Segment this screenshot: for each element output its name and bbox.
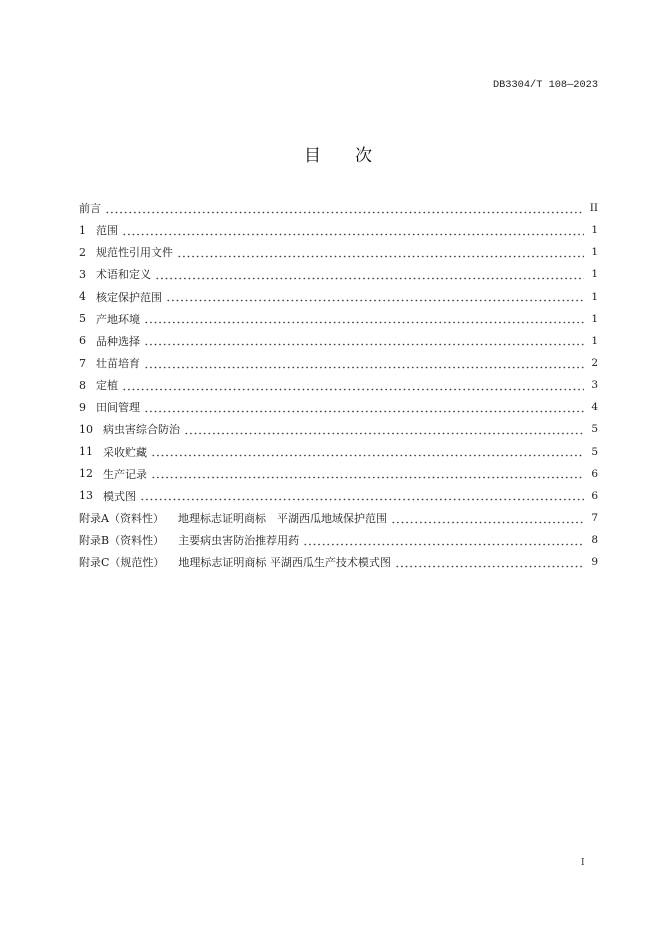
- dot-leader: [140, 490, 584, 501]
- toc-entry-title: 定植: [96, 379, 118, 393]
- toc-entry-title: 地理标志证明商标 平湖西瓜地域保护范围: [177, 512, 387, 526]
- toc-entry[interactable]: [79, 352, 598, 374]
- dot-leader: [155, 269, 584, 280]
- toc-entry-number: 8: [79, 378, 86, 392]
- toc-entry[interactable]: [79, 463, 598, 485]
- toc-entry[interactable]: [79, 485, 598, 507]
- toc-entry[interactable]: [79, 374, 598, 396]
- toc-entry-page: 3: [591, 379, 598, 392]
- toc-entry-preface[interactable]: [79, 197, 598, 219]
- toc-entry-title: 术语和定义: [96, 268, 151, 282]
- toc-entry-page: 2: [591, 357, 598, 370]
- appendix-label: 附录C（规范性）: [79, 556, 165, 570]
- toc-entry-title: 壮苗培育: [96, 357, 140, 371]
- toc-entry-page: 1: [591, 246, 598, 259]
- table-of-contents: [79, 197, 598, 573]
- toc-entry[interactable]: [79, 396, 598, 418]
- toc-entry-number: 7: [79, 356, 86, 370]
- toc-entry-page: 4: [591, 401, 598, 414]
- dot-leader: [395, 557, 584, 568]
- toc-entry-page: 1: [591, 290, 598, 303]
- toc-entry[interactable]: [79, 441, 598, 463]
- dot-leader: [177, 247, 584, 258]
- toc-entry-number: 3: [79, 267, 86, 281]
- toc-entry-title: 前言: [79, 202, 101, 216]
- toc-entry-page: 1: [591, 268, 598, 281]
- toc-entry[interactable]: [79, 418, 598, 440]
- toc-entry-number: 6: [79, 334, 86, 348]
- dot-leader: [122, 380, 584, 391]
- dot-leader: [122, 225, 584, 236]
- toc-entry-number: 4: [79, 290, 86, 304]
- toc-entry-page: 1: [591, 224, 598, 237]
- toc-entry-page: 6: [591, 467, 598, 480]
- toc-entry-page: 5: [591, 445, 598, 458]
- page-title: 目 次: [304, 146, 372, 166]
- dot-leader: [105, 203, 583, 214]
- toc-entry-title: 规范性引用文件: [96, 246, 173, 260]
- toc-entry-number: 12: [79, 467, 93, 481]
- dot-leader: [144, 402, 584, 413]
- dot-leader: [151, 468, 584, 479]
- toc-entry-page: 9: [591, 556, 598, 569]
- toc-entry[interactable]: [79, 308, 598, 330]
- toc-entry-page: 7: [591, 512, 598, 525]
- toc-entry-page: 1: [591, 312, 598, 325]
- toc-entry-title: 产地环境: [96, 312, 140, 326]
- toc-entry[interactable]: [79, 263, 598, 285]
- toc-entry-number: 2: [79, 245, 86, 259]
- toc-entry[interactable]: [79, 219, 598, 241]
- toc-entry[interactable]: [79, 286, 598, 308]
- toc-entry-appendix-b[interactable]: [79, 529, 598, 551]
- appendix-label: 附录A（资料性）: [79, 512, 164, 526]
- toc-entry-title: 地理标志证明商标 平湖西瓜生产技术模式图: [178, 556, 391, 570]
- toc-entry-page: 5: [591, 423, 598, 436]
- toc-entry[interactable]: [79, 330, 598, 352]
- standard-code: DB3304/T 108—2023: [492, 79, 598, 91]
- toc-entry-number: 10: [79, 422, 93, 436]
- toc-entry-title: 主要病虫害防治推荐用药: [178, 534, 300, 548]
- toc-entry-title: 范围: [96, 224, 118, 238]
- toc-entry-page: 6: [591, 489, 598, 502]
- toc-entry-number: 1: [79, 223, 86, 237]
- dot-leader: [144, 358, 584, 369]
- toc-entry-number: 11: [79, 445, 93, 459]
- toc-entry-number: 13: [79, 489, 93, 503]
- toc-entry-title: 病虫害综合防治: [103, 423, 180, 437]
- toc-entry-appendix-a[interactable]: [79, 507, 598, 529]
- dot-leader: [166, 291, 584, 302]
- toc-entry-title: 田间管理: [96, 401, 140, 415]
- toc-entry-title: 品种选择: [96, 334, 140, 348]
- dot-leader: [151, 446, 584, 457]
- toc-entry-title: 生产记录: [103, 467, 147, 481]
- dot-leader: [144, 335, 584, 346]
- dot-leader: [144, 313, 584, 324]
- toc-entry-number: 5: [79, 312, 86, 326]
- toc-entry[interactable]: [79, 241, 598, 263]
- toc-entry-page: 8: [591, 534, 598, 547]
- dot-leader: [303, 535, 584, 546]
- appendix-label: 附录B（资料性）: [79, 534, 165, 548]
- dot-leader: [184, 424, 584, 435]
- page-number: I: [581, 858, 585, 868]
- toc-entry-number: 9: [79, 400, 86, 414]
- toc-entry-title: 模式图: [103, 489, 136, 503]
- toc-entry-page: II: [589, 202, 598, 215]
- dot-leader: [391, 513, 584, 524]
- toc-entry-appendix-c[interactable]: [79, 551, 598, 573]
- toc-entry-page: 1: [591, 334, 598, 347]
- toc-entry-title: 采收贮藏: [103, 445, 147, 459]
- toc-entry-title: 核定保护范围: [96, 290, 162, 304]
